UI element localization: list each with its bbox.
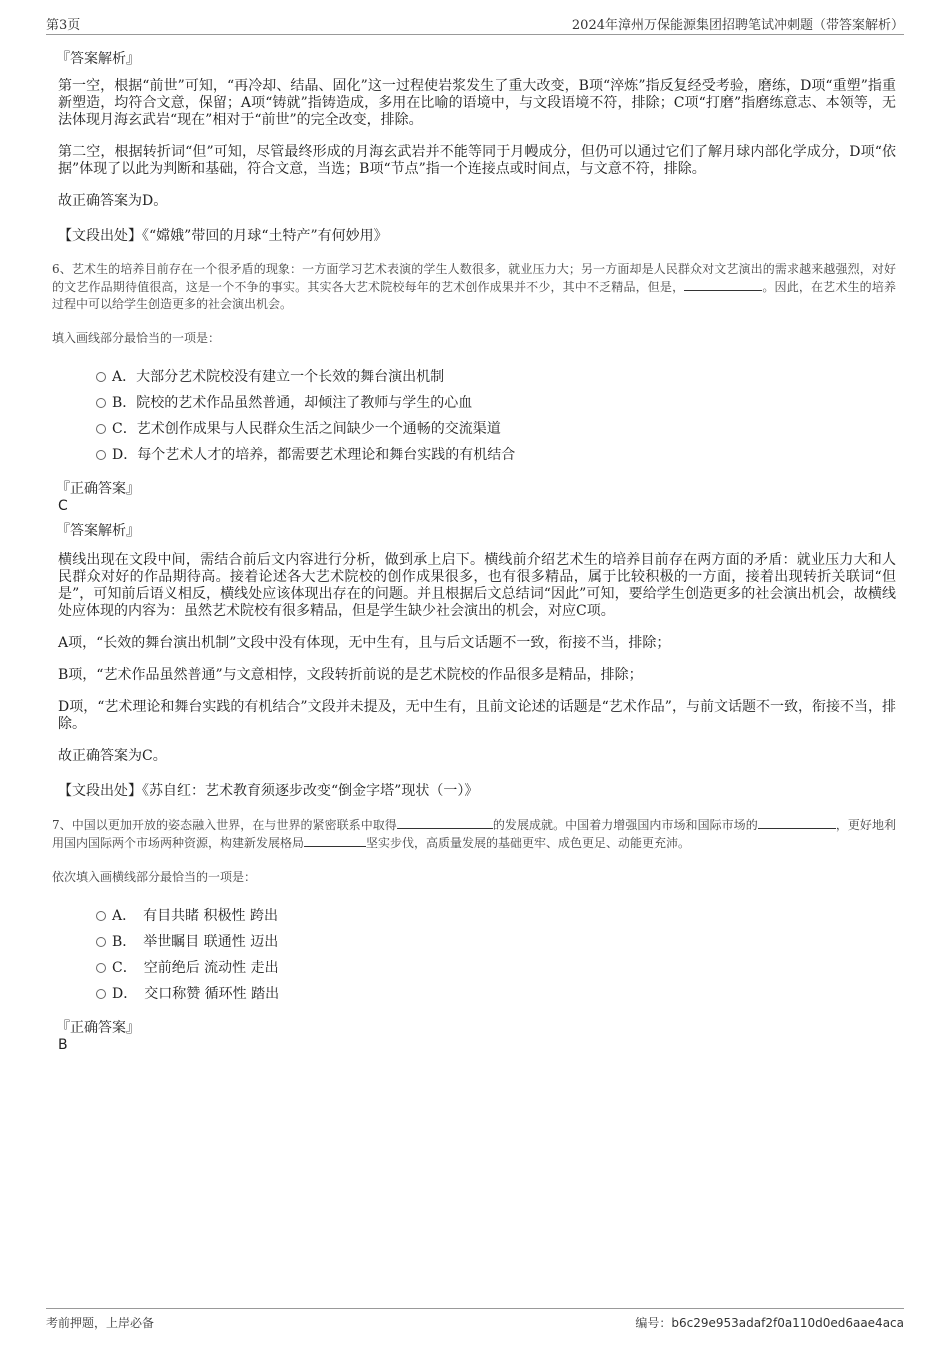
question-7-prompt: 依次填入画横线部分最恰当的一项是：: [52, 870, 257, 884]
question-7-options: [96, 903, 896, 1007]
question-7-text: 7、中国以更加开放的姿态融入世界，在与世界的紧密联系中取得 的发展成就。中国着力增强国内市场和国际市场的 ，更好地利用国内国际两个市场两种资源，构建新发展格局 坚实步伐，高质量发展的基础更牢、成色更足、动能更充沛。: [52, 818, 896, 850]
answer-blank: [684, 278, 762, 291]
analysis-conclusion: 故正确答案为C。: [58, 748, 167, 764]
radio-icon[interactable]: [96, 911, 106, 921]
footer-slogan: 考前押题，上岸必备: [46, 1316, 155, 1330]
option-c[interactable]: C． 空前绝后 流动性 走出: [96, 955, 896, 981]
correct-answer-heading: 『正确答案』: [56, 1020, 140, 1036]
analysis-paragraph: 第一空，根据“前世”可知，“再冷却、结晶、固化”这一过程使岩浆发生了重大改变，B项“淬炼”指反复经受考验，磨练，D项“重塑”指重新塑造，均符合文意，保留；A项“铸就”指铸造成，多用在比喻的语境中，与文段语境不符，排除；C项“打磨”指磨练意志、本领等，无法体现月海玄武岩“现在”相对于“前世”的完全改变，排除。: [58, 78, 896, 128]
correct-answer: B: [58, 1037, 68, 1053]
page-footer: [46, 1308, 904, 1333]
answer-blank: [758, 816, 836, 829]
question-6-text: 6、艺术生的培养目前存在一个很矛盾的现象：一方面学习艺术表演的学生人数很多，就业压力大；另一方面却是人民群众对文艺演出的需求越来越强烈，对好的文艺作品期待值很高，这是一个不争的事实。其实各大艺术院校每年的艺术创作成果并不少，其中不乏精品，但是， 。因此，在艺术生的培养过程中可以给学生创造更多的社会演出机会。: [52, 262, 896, 311]
correct-answer: C: [58, 498, 68, 514]
radio-icon[interactable]: [96, 989, 106, 999]
option-d[interactable]: D．每个艺术人才的培养，都需要艺术理论和舞台实践的有机结合: [96, 442, 896, 468]
option-b[interactable]: B． 举世瞩目 联通性 迈出: [96, 929, 896, 955]
radio-icon[interactable]: [96, 424, 106, 434]
option-a[interactable]: A．大部分艺术院校没有建立一个长效的舞台演出机制: [96, 364, 896, 390]
radio-icon[interactable]: [96, 372, 106, 382]
answer-blank: [397, 816, 493, 829]
source-citation: 【文段出处】《“嫦娥”带回的月球“土特产”有何妙用》: [58, 228, 388, 244]
answer-blank: [304, 834, 366, 847]
analysis-heading: 『答案解析』: [56, 523, 140, 539]
analysis-paragraph: 第二空，根据转折词“但”可知，尽管最终形成的月海玄武岩并不能等同于月幔成分，但仍可以通过它们了解月球内部化学成分，D项“依据”体现了以此为判断和基础，符合文意，当选；B项“节点”指一个连接点或时间点，与文意不符，排除。: [58, 144, 896, 177]
page-number: 第3页: [46, 18, 81, 33]
question-6-prompt: 填入画线部分最恰当的一项是：: [52, 331, 221, 345]
radio-icon[interactable]: [96, 937, 106, 947]
analysis-paragraph: A项，“长效的舞台演出机制”文段中没有体现，无中生有，且与后文话题不一致，衔接不当，排除；: [58, 635, 671, 651]
option-c[interactable]: C．艺术创作成果与人民群众生活之间缺少一个通畅的交流渠道: [96, 416, 896, 442]
correct-answer-heading: 『正确答案』: [56, 481, 140, 497]
document-code: 编号：b6c29e953adaf2f0a110d0ed6aae4aca: [635, 1316, 904, 1330]
analysis-paragraph: D项，“艺术理论和舞台实践的有机结合”文段并未提及，无中生有，且前文论述的话题是“艺术作品”，与前文话题不一致，衔接不当，排除。: [58, 699, 896, 732]
analysis-conclusion: 故正确答案为D。: [58, 193, 168, 209]
page-header: [46, 12, 904, 35]
analysis-paragraph: 横线出现在文段中间，需结合前后文内容进行分析，做到承上启下。横线前介绍艺术生的培养目前存在两方面的矛盾：就业压力大和人民群众对好的作品期待高。接着论述各大艺术院校的创作成果很多，也有很多精品，属于比较积极的一方面，接着出现转折关联词“但是”，可知前后语义相反，横线处应该体现出存在的问题。并且根据后文总结词“因此”可知，要给学生创造更多的社会演出机会，故横线处应体现的内容为：虽然艺术院校有很多精品，但是学生缺少社会演出的机会，对应C项。: [58, 552, 896, 619]
document-body: [52, 44, 896, 1059]
radio-icon[interactable]: [96, 398, 106, 408]
radio-icon[interactable]: [96, 963, 106, 973]
option-d[interactable]: D． 交口称赞 循环性 踏出: [96, 981, 896, 1007]
option-a[interactable]: A． 有目共睹 积极性 跨出: [96, 903, 896, 929]
option-b[interactable]: B．院校的艺术作品虽然普通，却倾注了教师与学生的心血: [96, 390, 896, 416]
analysis-heading: 『答案解析』: [56, 51, 140, 67]
document-title: 2024年漳州万保能源集团招聘笔试冲刺题（带答案解析）: [571, 18, 904, 33]
radio-icon[interactable]: [96, 450, 106, 460]
source-citation: 【文段出处】《苏自红：艺术教育须逐步改变“倒金字塔”现状（一）》: [58, 783, 479, 799]
question-6-options: [96, 364, 896, 468]
analysis-paragraph: B项，“艺术作品虽然普通”与文意相悖，文段转折前说的是艺术院校的作品很多是精品，排除；: [58, 667, 643, 683]
